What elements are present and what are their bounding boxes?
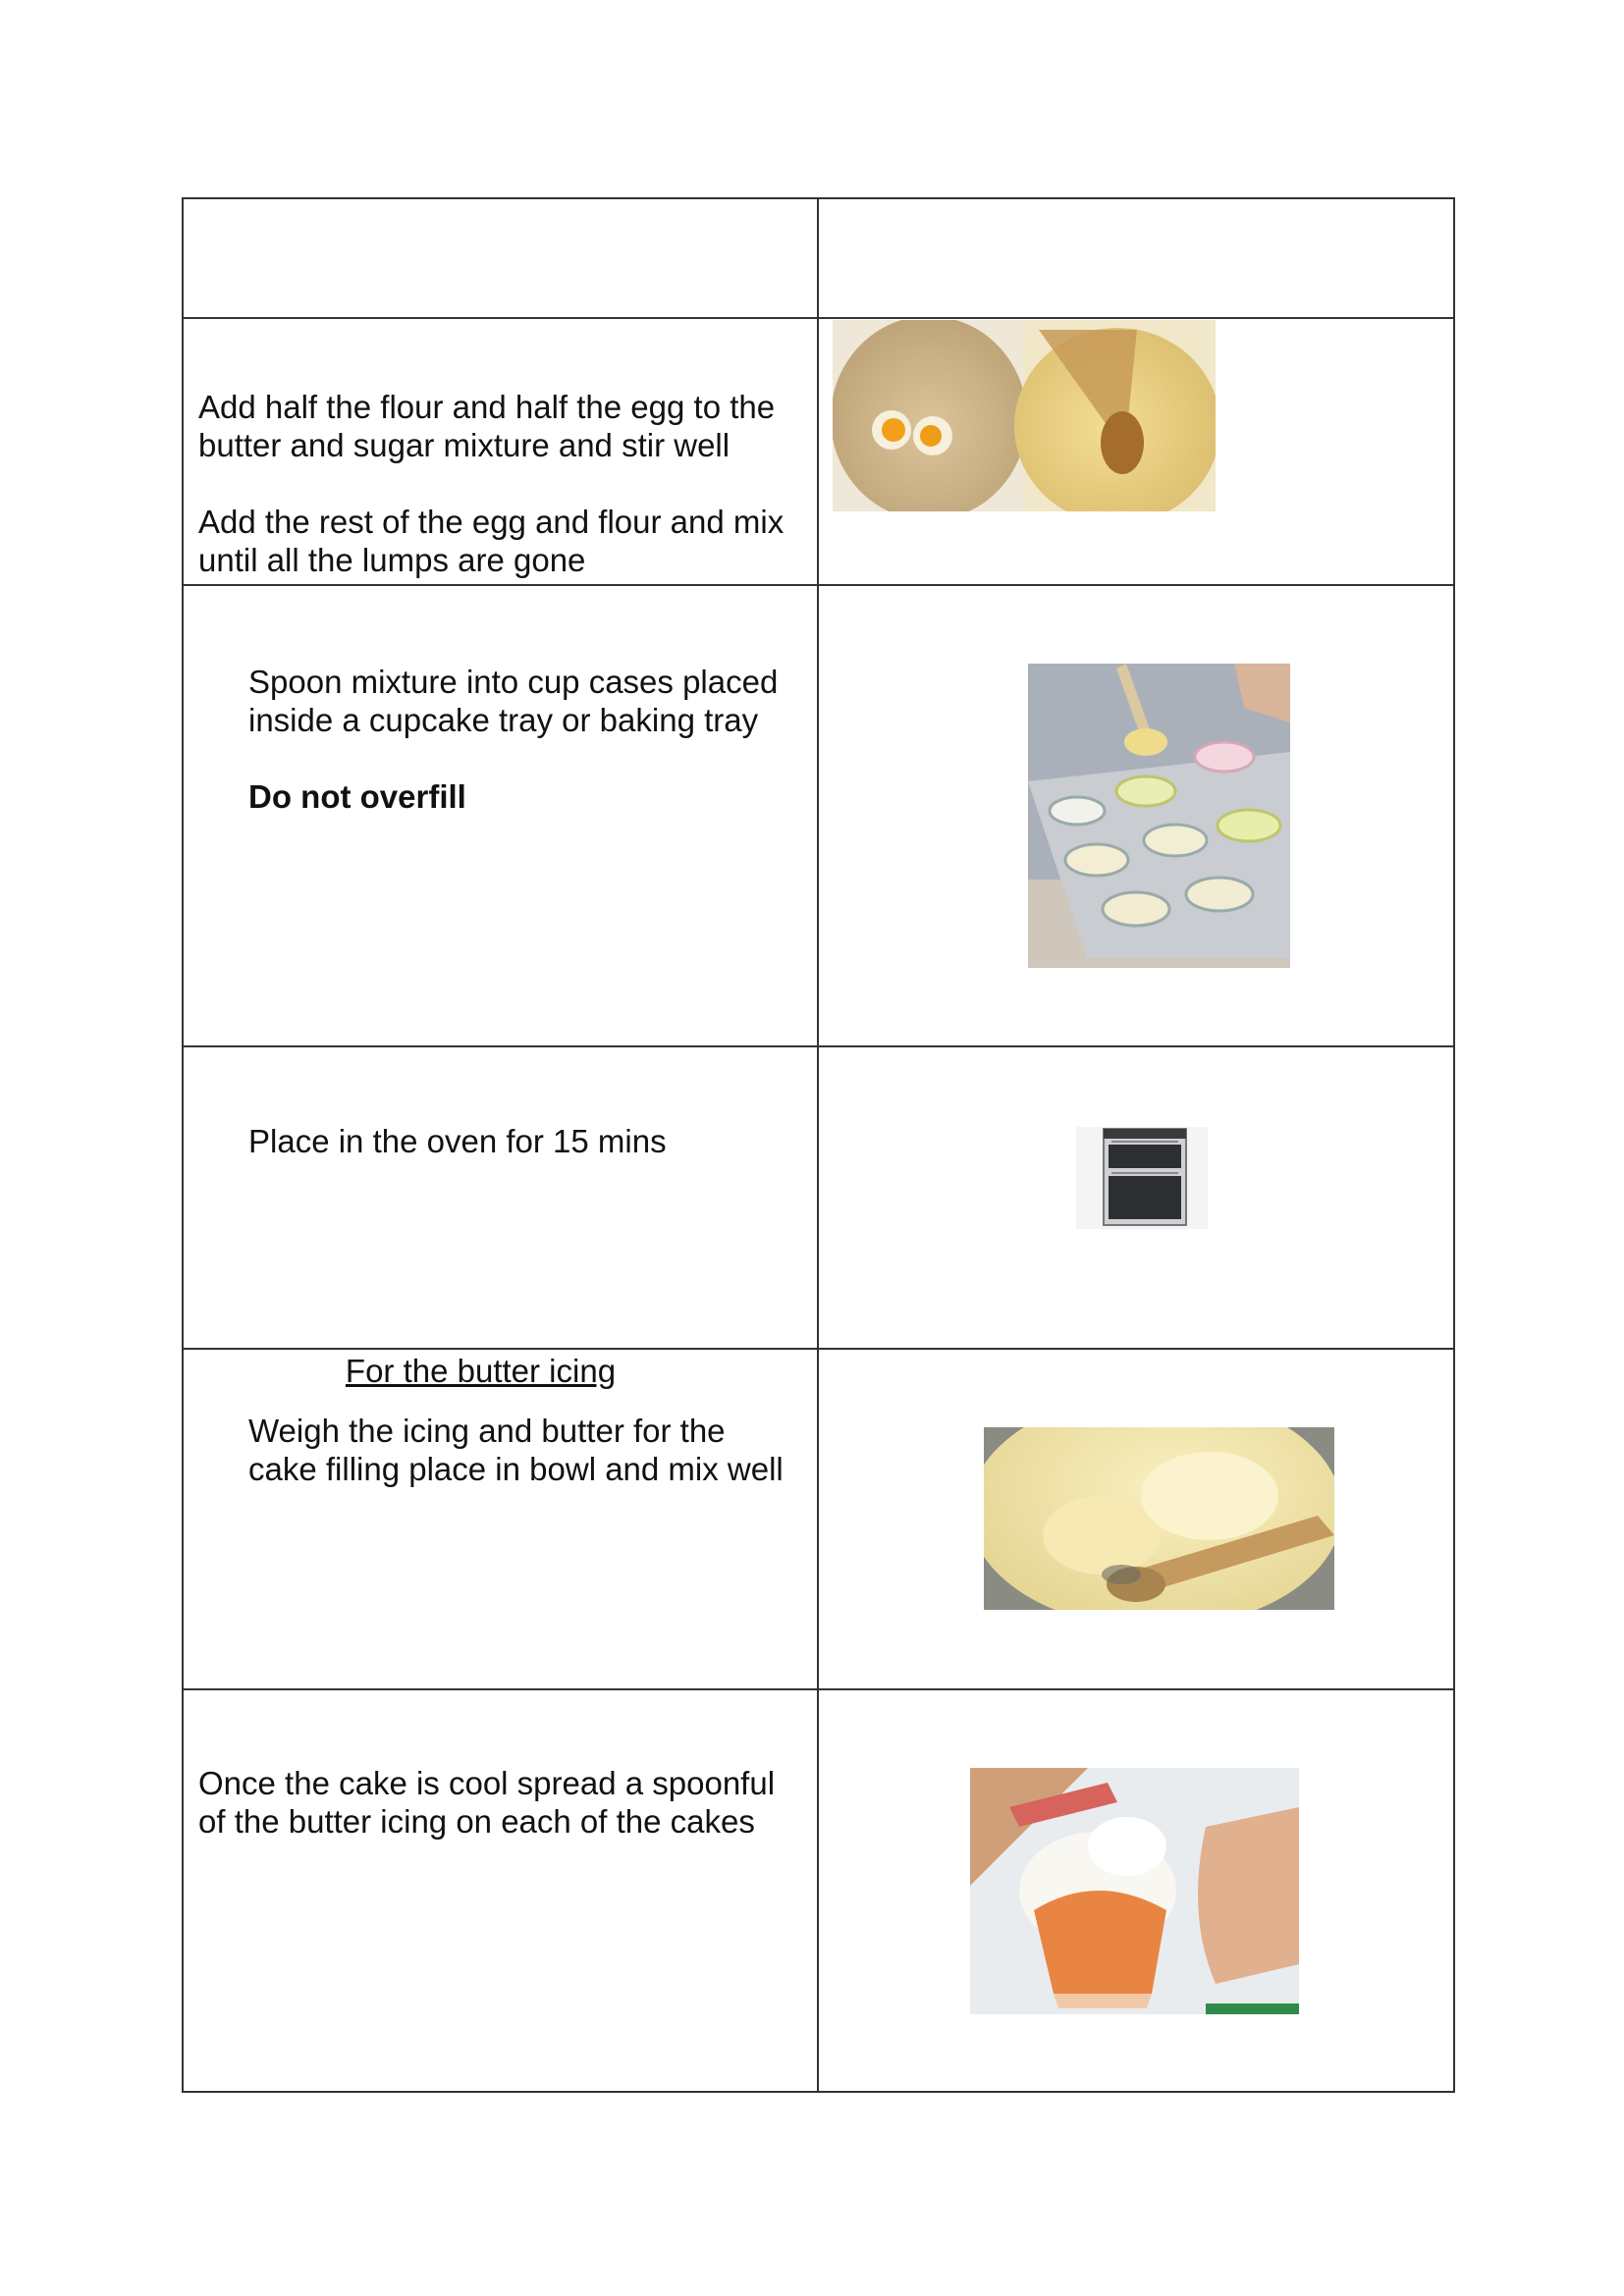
warning-text: Do not overfill [248,778,466,815]
step-text-line: Place in the oven for 15 mins [248,1123,667,1159]
oven-photo [1076,1127,1208,1229]
step-text-line: cake filling place in bowl and mix well [248,1451,784,1487]
icing-a-cupcake-photo [970,1768,1299,2014]
step-text-line: butter and sugar mixture and stir well [198,427,731,463]
step-image-cell [818,1689,1454,2092]
step-text-cell [183,198,818,318]
step-text-cell [183,1046,818,1349]
mixing-butter-icing-photo [984,1427,1334,1610]
step-text-line: Add the rest of the egg and flour and mix [198,504,785,540]
step-image-cell [818,1349,1454,1689]
step-text-line: Weigh the icing and butter for the [248,1413,726,1449]
step-text-line: Spoon mixture into cup cases placed [248,664,779,700]
step-image-cell [818,318,1454,585]
step-image-cell [818,1046,1454,1349]
step-text-cell [183,318,818,585]
spooning-mixture-into-cupcake-tray-photo [1028,664,1290,968]
table-row-step-mix [183,318,1454,585]
step-image-cell [818,585,1454,1046]
table-row-step-oven [183,1046,1454,1349]
step-text-cell [183,585,818,1046]
step-text-cell [183,1349,818,1689]
mixing-flour-and-egg-photo [833,320,1216,511]
recipe-steps-table [182,197,1455,2093]
step-text-line: Once the cake is cool spread a spoonful [198,1765,776,1801]
step-text-line: until all the lumps are gone [198,542,586,578]
section-heading: For the butter icing [345,1353,617,1389]
step-image-cell [818,198,1454,318]
table-row-step-spoon [183,585,1454,1046]
step-text-cell [183,1689,818,2092]
step-text-line: of the butter icing on each of the cakes [198,1803,755,1840]
recipe-sheet [182,197,1453,2091]
step-text-line: inside a cupcake tray or baking tray [248,702,759,738]
table-row-step-spread [183,1689,1454,2092]
table-row-empty [183,198,1454,318]
table-row-step-icing [183,1349,1454,1689]
step-text-line: Add half the flour and half the egg to the [198,389,776,425]
